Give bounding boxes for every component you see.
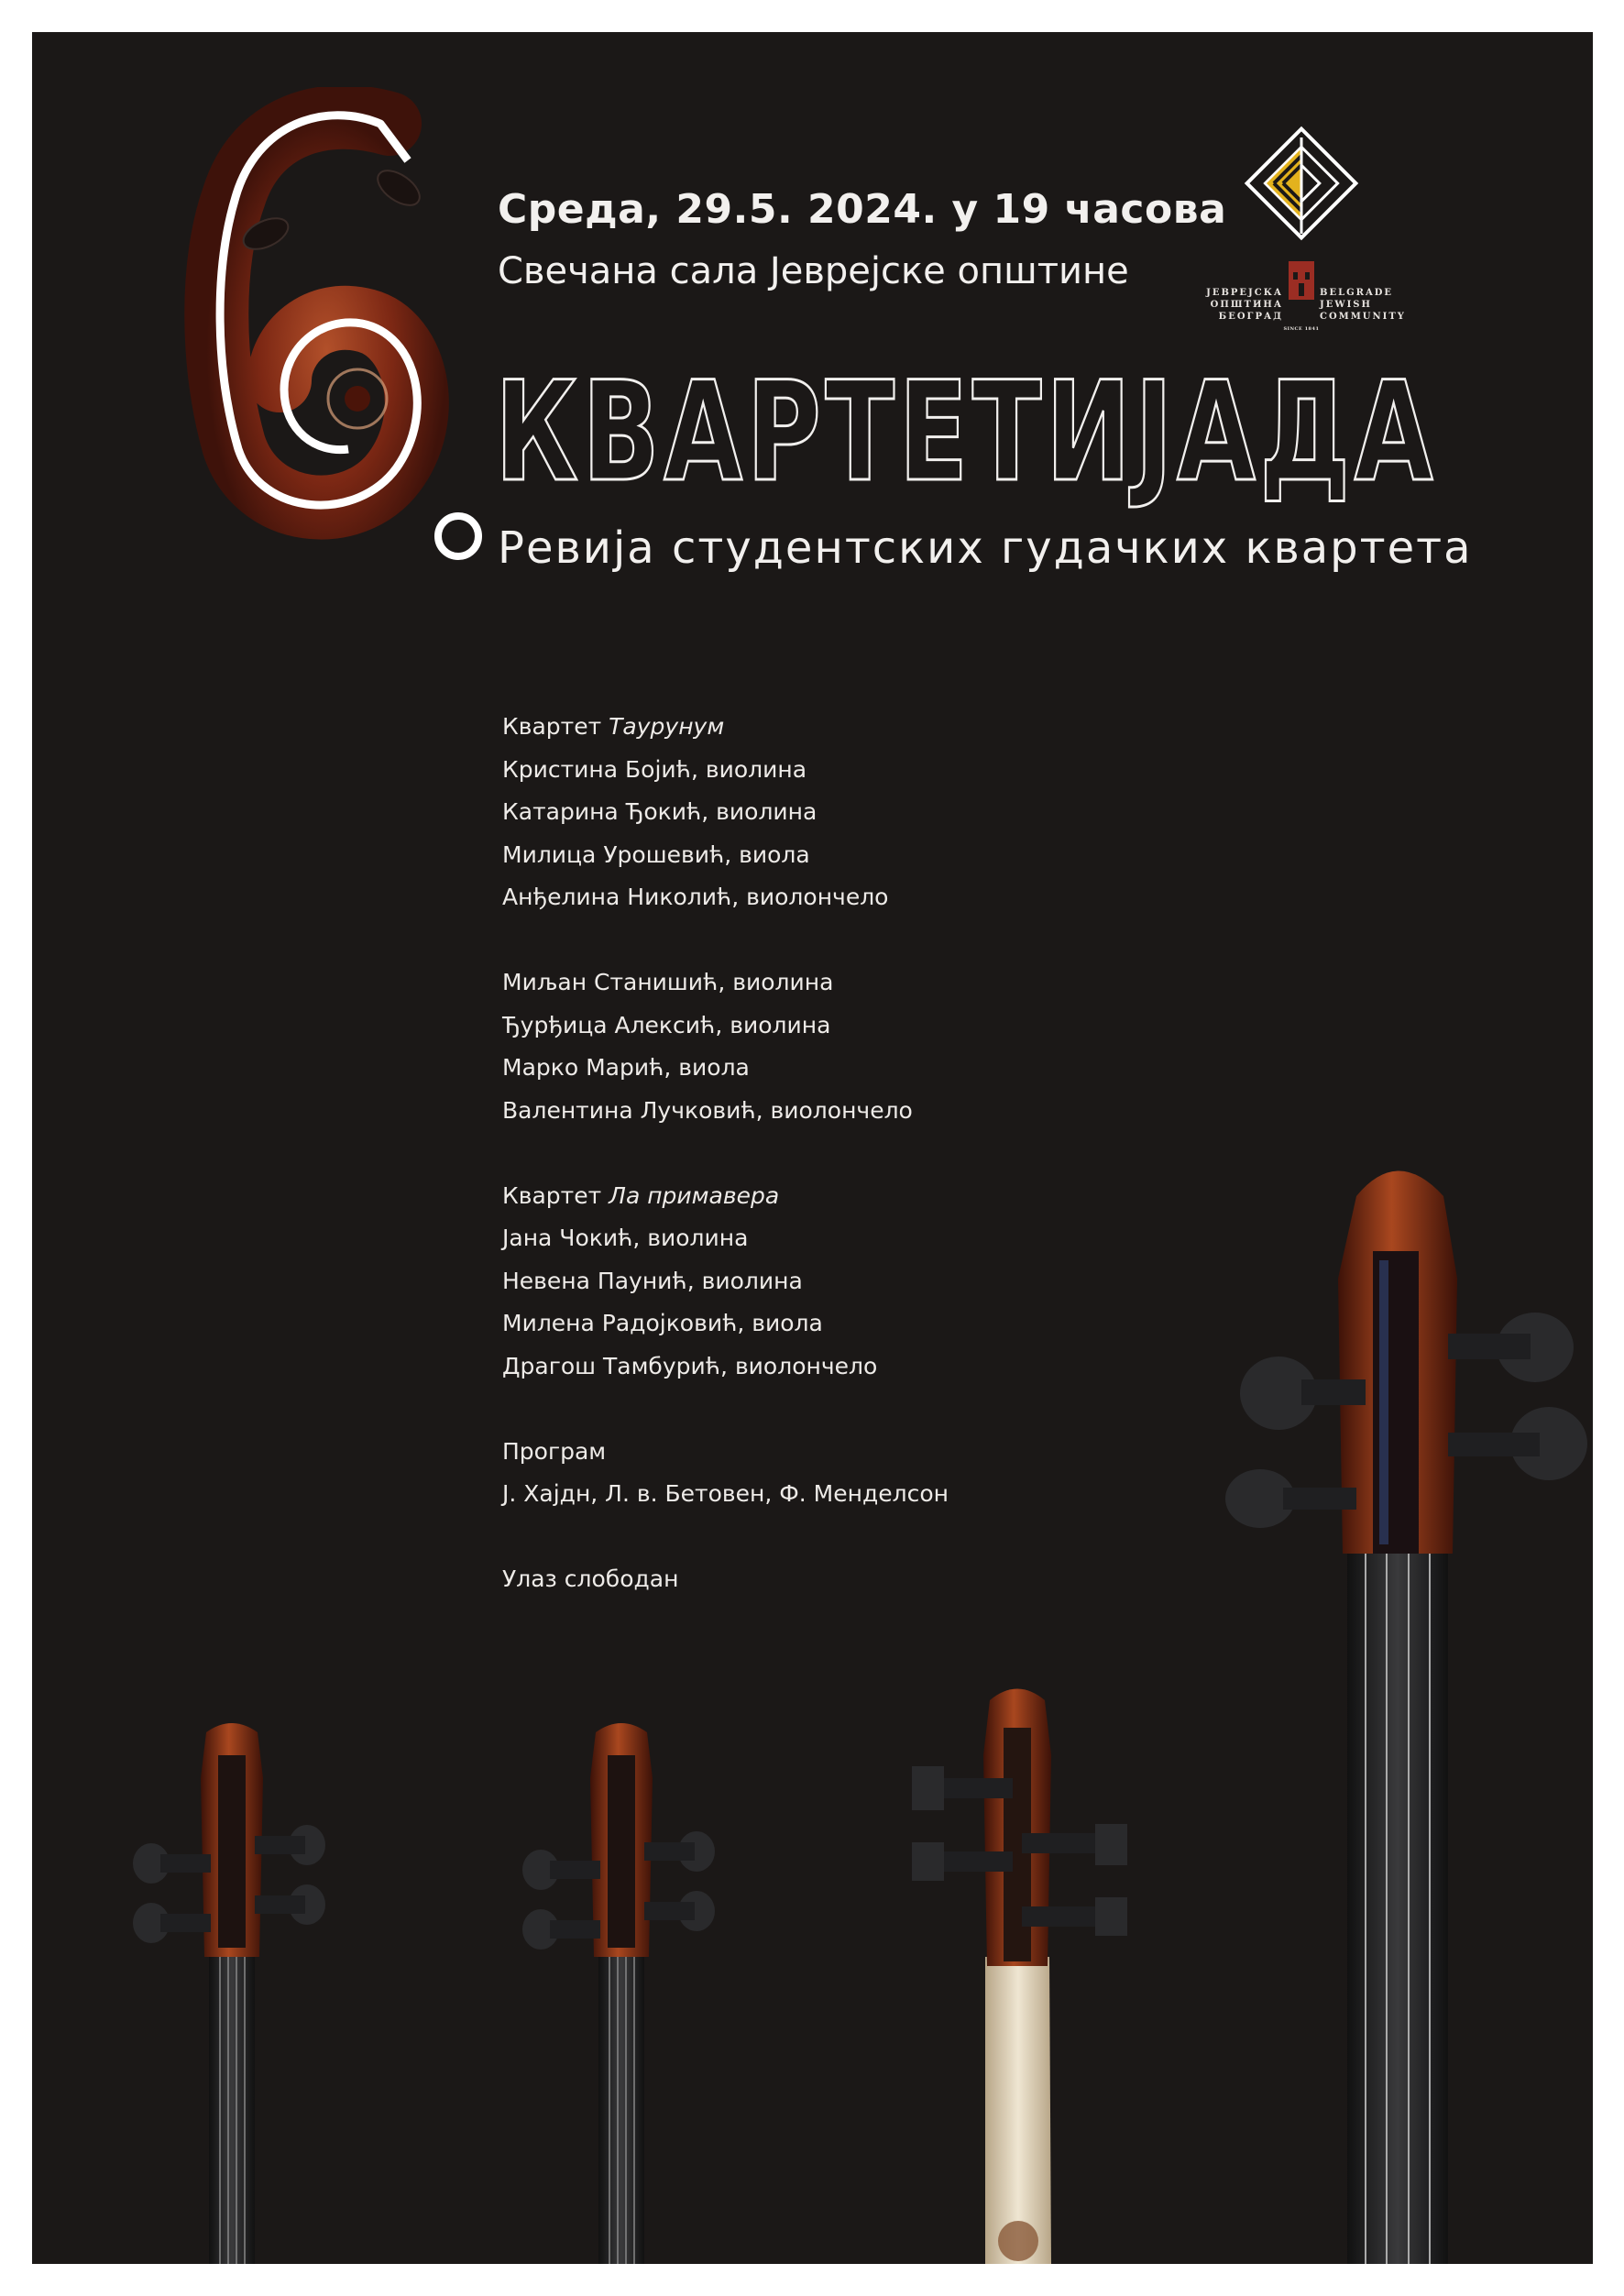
viola-illustration <box>912 1689 1127 2265</box>
list-item: Катарина Ђокић, виолина <box>502 798 817 825</box>
quartet-heading: Квартет Ла примавера <box>502 1181 780 1209</box>
list-item: Драгош Тамбурић, виолончело <box>502 1352 878 1379</box>
entry-note: Улаз слободан <box>502 1565 679 1592</box>
logo-text-english: BELGRADE JEWISH COMMUNITY <box>1320 288 1406 322</box>
event-venue: Свечана сала Јеврејске општине <box>498 250 1129 292</box>
concert-poster <box>32 32 1593 2264</box>
list-item: Кристина Бојић, виолина <box>502 755 807 783</box>
logo-text-serbian: ЈЕВРЕЈСКА ОПШТИНА БЕОГРАД <box>1206 288 1283 322</box>
list-item: Милица Урошевић, виола <box>502 840 810 868</box>
violin-illustration-2 <box>522 1723 715 2264</box>
cello-illustration <box>1225 1171 1587 2265</box>
violin-illustration-1 <box>133 1723 325 2264</box>
list-item: Невена Паунић, виолина <box>502 1267 803 1294</box>
event-date: Среда, 29.5. 2024. у 19 часова <box>498 186 1227 233</box>
poster-title: КВАРТЕТИЈАДА <box>495 353 1437 512</box>
list-item: Марко Марић, виола <box>502 1054 750 1081</box>
logo-since: SINCE 1841 <box>1283 326 1320 332</box>
list-item: Милена Радојковић, виола <box>502 1310 823 1336</box>
list-item: Миљан Станишић, виолина <box>502 969 834 995</box>
list-item: Ђурђица Алексић, виолина <box>502 1011 831 1038</box>
program-composers: Ј. Хајдн, Л. в. Бетовен, Ф. Менделсон <box>502 1480 949 1507</box>
list-item: Јана Чокић, виолина <box>502 1225 749 1251</box>
list-item: Валентина Лучковић, виолончело <box>502 1096 913 1124</box>
instrument-illustrations <box>32 32 1593 2264</box>
list-item: Анђелина Николић, виолончело <box>502 884 889 910</box>
program-label: Програм <box>502 1437 607 1465</box>
quartet-heading: Квартет Таурунум <box>502 713 725 740</box>
poster-subtitle: Ревија студентских гудачких квартета <box>498 522 1473 574</box>
